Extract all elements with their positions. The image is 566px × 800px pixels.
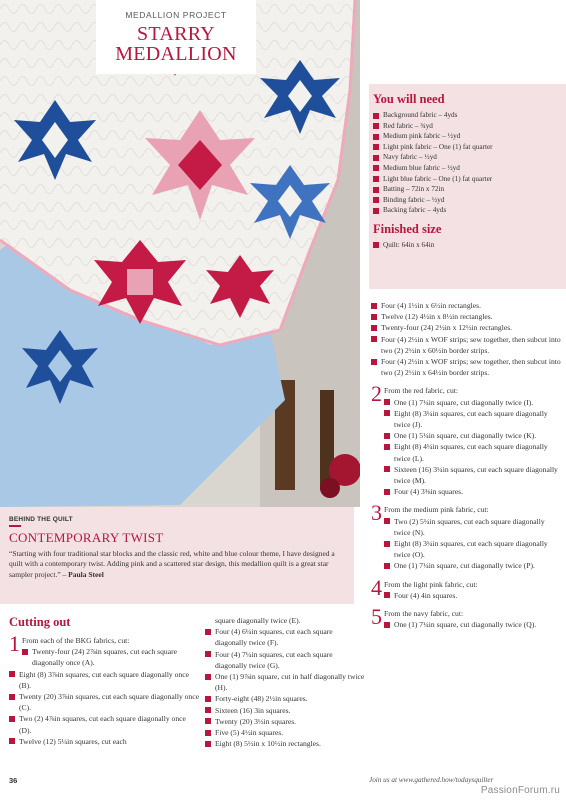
step-intro: From the navy fabric, cut: xyxy=(384,609,464,619)
list-item: Eight (8) 5½in x 10½in rectangles. xyxy=(205,738,365,749)
step-list xyxy=(384,619,561,630)
list-item: Eight (8) 4¼in squares, cut each square diagonally twice (L). xyxy=(384,441,561,463)
bullet-square-icon xyxy=(9,716,15,722)
list-item: One (1) 7¼in square, cut diagonally twice (I). xyxy=(384,397,561,408)
list-item: Four (4) 2½in x WOF strips; sew together, then subcut into two (2) 2½in x 64½in border strips. xyxy=(371,356,561,378)
list-item: One (1) 5¼in square, cut diagonally twice (K). xyxy=(384,430,561,441)
materials-panel xyxy=(369,84,566,289)
quilt-illustration xyxy=(0,0,360,507)
list-item: Twelve (12) 4½in x 8½in rectangles. xyxy=(371,311,561,322)
bullet-square-icon xyxy=(371,336,377,342)
project-kicker: MEDALLION PROJECT xyxy=(125,10,227,20)
bullet-square-icon xyxy=(384,563,390,569)
bullet-square-icon xyxy=(373,242,379,248)
step-number: 3 xyxy=(371,500,382,526)
list-item: Twelve (12) 5¼in squares, cut each xyxy=(9,736,199,747)
step-intro: From each of the BKG fabrics, cut: xyxy=(22,636,130,645)
list-item: Light pink fabric – One (1) fat quarter xyxy=(373,142,562,153)
list-item: One (1) 7¼in square, cut diagonally twice (P). xyxy=(384,560,561,571)
author-name: Paula Steel xyxy=(68,569,104,579)
bullet-square-icon xyxy=(384,622,390,628)
cutting-out-heading: Cutting out xyxy=(9,615,71,629)
list-item: Forty-eight (48) 2½in squares. xyxy=(205,693,365,704)
step-list xyxy=(384,590,561,601)
list-item: Backing fabric – 4yds xyxy=(373,205,562,216)
bullet-square-icon xyxy=(373,155,379,161)
step-1 xyxy=(9,631,199,669)
step-2 xyxy=(371,381,561,497)
step-list xyxy=(384,516,561,572)
behind-title: CONTEMPORARY TWIST xyxy=(9,530,164,545)
bullet-square-icon xyxy=(384,592,390,598)
title-line-1: STARRY xyxy=(136,23,215,45)
list-item: Twenty (20) 3½in squares. xyxy=(205,716,365,727)
list-item: Eight (8) 3⅞in squares, cut each square diagonally once (B). xyxy=(9,669,199,691)
list-item: Twenty (20) 3⅞in squares, cut each square diagonally once (C). xyxy=(9,691,199,713)
list-item: Four (4) 3⅜in squares. xyxy=(384,486,561,497)
behind-kicker: BEHIND THE QUILT xyxy=(9,516,73,523)
accent-rule xyxy=(9,525,21,527)
step-number: 1 xyxy=(9,631,20,656)
list-item: Medium pink fabric – ½yd xyxy=(373,131,562,142)
bullet-square-icon xyxy=(205,718,211,724)
title-box xyxy=(96,0,256,74)
cutting-column-2 xyxy=(205,615,365,749)
bullet-square-icon xyxy=(205,741,211,747)
quilt-photo xyxy=(0,0,360,507)
footer-url: Join us at www.gathered.how/todaysquilter xyxy=(369,776,494,784)
bullet-square-icon xyxy=(205,674,211,680)
step-1-list-col2 xyxy=(205,626,365,749)
step-4 xyxy=(371,574,561,601)
list-item: Four (4) 4in squares. xyxy=(384,590,561,601)
page-footer xyxy=(0,773,566,800)
bullet-square-icon xyxy=(371,359,377,365)
bullet-square-icon xyxy=(371,325,377,331)
bullet-square-icon xyxy=(373,134,379,140)
watermark: PassionForum.ru xyxy=(480,785,560,796)
list-item: Eight (8) 3¼in squares, cut each square diagonally twice (O). xyxy=(384,538,561,560)
list-item: Eight (8) 3¼in squares, cut each square diagonally twice (J). xyxy=(384,408,561,430)
list-item: Quilt: 64in x 64in xyxy=(373,240,562,251)
bullet-square-icon xyxy=(373,165,379,171)
bullet-square-icon xyxy=(384,541,390,547)
list-item: Sixteen (16) 3¼in squares, cut each square diagonally twice (M). xyxy=(384,464,561,486)
bullet-square-icon xyxy=(384,489,390,495)
continued-text: square diagonally twice (E). xyxy=(215,616,301,625)
step-list xyxy=(384,397,561,498)
bullet-square-icon xyxy=(373,113,379,119)
bullet-square-icon xyxy=(384,433,390,439)
bullet-square-icon xyxy=(205,707,211,713)
list-item: Binding fabric – ½yd xyxy=(373,195,562,206)
materials-list xyxy=(373,110,562,216)
list-item: Red fabric – ¾yd xyxy=(373,121,562,132)
bullet-square-icon xyxy=(373,123,379,129)
list-item: Four (4) 7¼in squares, cut each square diagonally twice (G). xyxy=(205,649,365,671)
bullet-square-icon xyxy=(9,671,15,677)
bullet-square-icon xyxy=(371,303,377,309)
bullet-square-icon xyxy=(371,314,377,320)
behind-text: “Starting with four traditional star blocks and the classic red, white and blue colour theme, I have designed a quilt with a contemporary twist. Adding pink and a scattered star design, this medallion quilt is a great star sampler project.” – Paula Steel xyxy=(9,549,335,579)
list-item: Two (2) 5¼in squares, cut each square diagonally twice (N). xyxy=(384,516,561,538)
bullet-square-icon xyxy=(373,176,379,182)
bullet-square-icon xyxy=(205,696,211,702)
list-item: One (1) 9⅞in square, cut in half diagonally twice (H). xyxy=(205,671,365,693)
bullet-square-icon xyxy=(373,208,379,214)
step-number: 2 xyxy=(371,381,382,407)
list-item: Medium blue fabric – ½yd xyxy=(373,163,562,174)
list-item: One (1) 7¼in square, cut diagonally twice (Q). xyxy=(384,619,561,630)
list-item: Two (2) 4⅞in squares, cut each square diagonally once (D). xyxy=(9,713,199,735)
bullet-square-icon xyxy=(384,410,390,416)
list-item: Twenty-four (24) 2⅞in squares, cut each square diagonally once (A). xyxy=(22,646,199,668)
you-will-need-heading: You will need xyxy=(373,92,445,106)
step-list xyxy=(22,646,199,668)
bullet-square-icon xyxy=(22,649,28,655)
step-number: 4 xyxy=(371,574,382,600)
step-1-list-cont xyxy=(9,669,199,747)
bullet-square-icon xyxy=(205,730,211,736)
list-item: Twenty-four (24) 2½in x 12½in rectangles. xyxy=(371,322,561,333)
cutting-column-3 xyxy=(371,300,561,637)
bullet-square-icon xyxy=(373,144,379,150)
bullet-square-icon xyxy=(384,444,390,450)
bullet-square-icon xyxy=(9,694,15,700)
finished-size-list xyxy=(373,240,562,251)
step-3 xyxy=(371,500,561,571)
step-intro: From the red fabric, cut: xyxy=(384,386,459,396)
bullet-square-icon xyxy=(384,399,390,405)
bullet-square-icon xyxy=(384,466,390,472)
list-item: Sixteen (16) 3in squares. xyxy=(205,705,365,716)
step-intro: From the light pink fabric, cut: xyxy=(384,579,478,589)
step-intro: From the medium pink fabric, cut: xyxy=(384,505,489,515)
step-5 xyxy=(371,604,561,630)
list-item: Background fabric – 4yds xyxy=(373,110,562,121)
bullet-square-icon xyxy=(373,197,379,203)
bkg-continued-list xyxy=(371,300,561,378)
title-line-2: MEDALLION xyxy=(115,43,237,65)
behind-the-quilt-panel xyxy=(0,507,354,604)
list-item: Batting – 72in x 72in xyxy=(373,184,562,195)
list-item: Four (4) 2½in x WOF strips; sew together, then subcut into two (2) 2½in x 60½in border strips. xyxy=(371,334,561,356)
bullet-square-icon xyxy=(9,738,15,744)
list-item: Four (4) 6¼in squares, cut each square diagonally twice (F). xyxy=(205,626,365,648)
page-number: 36 xyxy=(9,776,18,785)
bullet-square-icon xyxy=(384,518,390,524)
bullet-square-icon xyxy=(205,651,211,657)
list-item: Light blue fabric – One (1) fat quarter xyxy=(373,174,562,185)
step-number: 5 xyxy=(371,604,382,630)
list-item: Navy fabric – ½yd xyxy=(373,152,562,163)
bullet-square-icon xyxy=(373,187,379,193)
bullet-square-icon xyxy=(205,629,211,635)
page-title xyxy=(96,24,256,64)
cutting-column-1 xyxy=(9,615,199,747)
list-item: Five (5) 4½in squares. xyxy=(205,727,365,738)
list-item: Four (4) 1½in x 6½in rectangles. xyxy=(371,300,561,311)
finished-size-heading: Finished size xyxy=(373,221,442,236)
